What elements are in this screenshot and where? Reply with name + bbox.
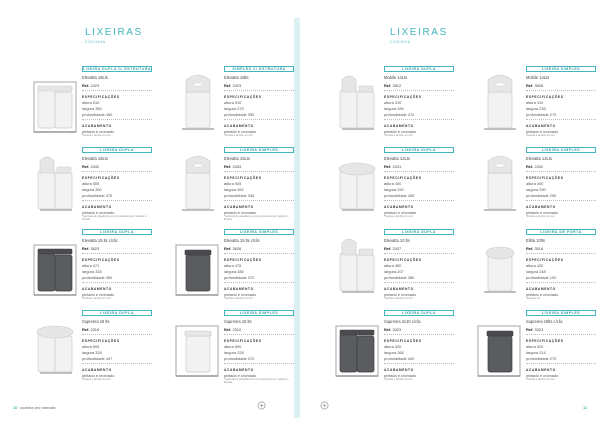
spec-line: largura 248 [526, 268, 546, 274]
spec-line: altura 400 [526, 180, 544, 186]
product-name: Elevatta 18Lts [82, 155, 108, 161]
specs-title: ESPECIFICAÇÕES [384, 175, 422, 180]
trash-bin-image [172, 149, 224, 223]
product-card: LIXEIRA DUPLA C/ ESTRUTURA Elevatta 18Lts Ref. 2423 ESPECIFICAÇÕES altura 510 largura 350 profundidade 460 ACABAMENTO pintado e cromado *lixeiras e tambor em cor [28, 66, 153, 148]
product-ref: 2432 [534, 163, 544, 169]
product-ref: 2310 [232, 326, 242, 332]
product-type-badge: LIXEIRA DUPLA [384, 66, 454, 72]
divider [384, 171, 454, 172]
specs-title: ESPECIFICAÇÕES [224, 338, 262, 343]
spec-line: profundidade 465 [384, 192, 415, 198]
spec-line: profundidade 290 [526, 192, 557, 198]
finish-line: pintado e cromado [384, 291, 417, 297]
product-type-badge: LIXEIRA DUPLA [384, 310, 454, 316]
spec-line: altura 320 [526, 343, 544, 349]
spec-line: largura 350 [82, 186, 102, 192]
specs-title: ESPECIFICAÇÕES [526, 257, 564, 262]
product-name: Elevatta 12Lts [526, 155, 552, 161]
finish-title: ACABAMENTO [82, 367, 112, 372]
product-type-badge: LIXEIRA SIMPLES [224, 229, 294, 235]
page-title: LIXEIRAS [85, 27, 143, 38]
product-card: LIXEIRA SIMPLES Mobile 14Lts Ref. 3508 ESPECIFICAÇÕES altura 310 largura 235 profundidade 270 ACABAMENTO pintado e cromado *lixeiras e tambor em cor [472, 66, 597, 148]
specs-title: ESPECIFICAÇÕES [82, 94, 120, 99]
product-ref: 2431 [392, 163, 402, 169]
finish-line: pintado e cromado [384, 372, 417, 378]
divider [82, 200, 152, 201]
trash-bin-image [332, 231, 384, 305]
finish-line: pintado e cromado [82, 209, 115, 215]
divider [224, 282, 294, 283]
specs-title: ESPECIFICAÇÕES [384, 338, 422, 343]
finish-line: pintado e cromado [82, 291, 115, 297]
finish-note: *lixeiras e tambor em cor [526, 134, 555, 138]
trash-bin-image [30, 68, 82, 142]
spec-line: profundidade 370 [224, 274, 255, 280]
divider [224, 334, 294, 335]
finish-line: pintado e cromado [224, 291, 257, 297]
divider [224, 119, 294, 120]
spec-line: altura 509 [82, 343, 100, 349]
product-card: LIXEIRA DUPLA Mobile 14Lts Ref. 3512 ESPECIFICAÇÕES altura 310 largura 284 profundidade 470 ACABAMENTO pintado e cromado *lixeiras e tambor em cor [330, 66, 455, 148]
product-type-badge: LIXEIRA DUPLA [82, 229, 152, 235]
divider [526, 282, 596, 283]
divider [384, 253, 454, 254]
product-name: Suprema 15 lts [224, 318, 252, 324]
trash-bin-image [172, 231, 224, 305]
spec-line: altura 420 [526, 262, 544, 268]
page-title: LIXEIRAS [390, 27, 448, 38]
spec-line: largura 235 [526, 105, 546, 111]
divider [526, 90, 596, 91]
spec-line: profundidade 460 [82, 111, 113, 117]
finish-note: *opcional de puxadores em cor estrutura inox / tambor e lixeiras [224, 215, 289, 222]
finish-note: *opcional de puxadores em cor estrutura inox / tambor e lixeiras [224, 378, 289, 385]
divider [82, 253, 152, 254]
spec-line: largura 275 [224, 105, 244, 111]
spec-line: altura 310 [526, 99, 544, 105]
product-card: LIXEIRA SIMPLES Elevatta 12Lts Ref. 2432 ESPECIFICAÇÕES altura 400 largura 290 profundidade 290 ACABAMENTO pintado e cromado *lixeiras e tambor em cor [472, 147, 597, 229]
spec-line: largura 266 [384, 349, 404, 355]
spec-line: altura 310 [384, 99, 402, 105]
finish-title: ACABAMENTO [82, 123, 112, 128]
spec-line: altura 510 [82, 99, 100, 105]
spec-line: altura 590 [224, 343, 242, 349]
divider [384, 282, 454, 283]
trash-bin-image [332, 149, 384, 223]
footer-text: cozinha pro rotmatic [19, 405, 56, 410]
page-subtitle: COZINHA [85, 40, 106, 44]
divider [82, 171, 152, 172]
finish-line: pintado e cromado [526, 209, 559, 215]
finish-note: *lixeira a cor [526, 297, 541, 301]
divider [384, 200, 454, 201]
trash-bin-image [474, 312, 526, 386]
spec-line: profundidade 380 [384, 274, 415, 280]
divider [526, 334, 596, 335]
product-card: LIXEIRA SIMPLES Elevatta 15Lts Ref. 2433 ESPECIFICAÇÕES altura 505 largura 262 profundidade 346 ACABAMENTO pintado e cromado *opcional de puxadores em cor estrutura inox / tambor e lixeiras [170, 147, 295, 229]
brand-logo-icon [257, 401, 266, 410]
specs-title: ESPECIFICAÇÕES [384, 94, 422, 99]
product-card: LIXEIRA SIMPLES Suprema 15 lts Ref. 2310 ESPECIFICAÇÕES altura 590 largura 228 profundidade 370 ACABAMENTO pintado e cromado *opcional de puxadores em cor estrutura inox / tambor e lixeiras [170, 310, 295, 392]
finish-title: ACABAMENTO [526, 286, 556, 291]
divider [384, 363, 454, 364]
product-name: Suprema 18 lts [82, 318, 110, 324]
product-card: LIXEIRA DE PORTA Elitta 10lts Ref. 3516 ESPECIFICAÇÕES altura 420 largura 248 profundidade 192 ACABAMENTO pintado e cromado *lixeira a cor [472, 229, 597, 311]
specs-title: ESPECIFICAÇÕES [526, 94, 564, 99]
specs-title: ESPECIFICAÇÕES [384, 257, 422, 262]
product-type-badge: LIXEIRA DUPLA [384, 229, 454, 235]
finish-title: ACABAMENTO [384, 286, 414, 291]
product-ref: 3512 [392, 82, 402, 88]
product-card: LIXEIRA DUPLA Elevatta 12Lts Ref. 2431 ESPECIFICAÇÕES altura 400 largura 290 profundidade 465 ACABAMENTO pintado e cromado *lixeiras e tambor em cor [330, 147, 455, 229]
spec-line: altura 320 [384, 343, 402, 349]
finish-line: pintado e cromado [384, 209, 417, 215]
finish-note: *lixeiras e tambor em cor [224, 134, 253, 138]
product-ref: 2437 [392, 245, 402, 251]
trash-bin-image [474, 149, 526, 223]
spec-line: largura 328 [82, 349, 102, 355]
spec-line: largura 350 [82, 105, 102, 111]
page-subtitle: COZINHA [390, 40, 411, 44]
divider [526, 119, 596, 120]
product-name: Elitta 10lts [526, 237, 545, 243]
product-type-badge: LIXEIRA SIMPLES [526, 310, 596, 316]
product-ref: 3323 [392, 326, 402, 332]
product-card: LIXEIRA SIMPLES Elevatta 15 lts c/clic Ref. 3626 ESPECIFICAÇÕES altura 475 largura 285 profundidade 370 ACABAMENTO pintado e cromado *lixeiras e tambor em cor [170, 229, 295, 311]
finish-note: *lixeiras e tambor em cor [384, 297, 413, 301]
product-type-badge: LIXEIRA SIMPLES [526, 147, 596, 153]
specs-title: ESPECIFICAÇÕES [224, 175, 262, 180]
finish-note: *opcional de puxadores em cor estrutura inox / tambor e lixeiras [82, 215, 147, 222]
finish-title: ACABAMENTO [384, 204, 414, 209]
finish-line: pintado e cromado [224, 209, 257, 215]
trash-bin-image [474, 231, 526, 305]
product-name: Elevatta 10 lts [384, 237, 410, 243]
spec-line: profundidade 346 [224, 192, 255, 198]
product-ref: 3508 [534, 82, 544, 88]
divider [526, 253, 596, 254]
finish-line: pintado e cromado [526, 372, 559, 378]
finish-note: *lixeiras e tambor em cor [526, 378, 555, 382]
product-card: LIXEIRA DUPLA Elevatta 18Lts Ref. 2432 ESPECIFICAÇÕES altura 505 largura 350 profundidade 475 ACABAMENTO pintado e cromado *opcional de puxadores em cor estrutura inox / tambor e lixeiras [28, 147, 153, 229]
product-name: Elevatta 18Lts [82, 74, 108, 80]
spec-line: altura 505 [82, 180, 100, 186]
finish-title: ACABAMENTO [224, 367, 254, 372]
divider [224, 90, 294, 91]
product-ref: 3626 [232, 245, 242, 251]
brand-logo-icon [320, 401, 329, 410]
product-name: Mobile 14Lts [526, 74, 550, 80]
specs-title: ESPECIFICAÇÕES [224, 94, 262, 99]
product-type-badge: SIMPLES C/ ESTRUTURA [224, 66, 294, 72]
finish-note: *lixeiras e tambor em cor [384, 378, 413, 382]
trash-bin-image [332, 68, 384, 142]
product-ref: 2433 [232, 163, 242, 169]
product-ref: 2423 [232, 82, 242, 88]
spec-line: profundidade 359 [224, 111, 255, 117]
specs-title: ESPECIFICAÇÕES [82, 257, 120, 262]
finish-note: *lixeiras e tambor em cor [82, 297, 111, 301]
product-name: Elevatta 15Lts [224, 155, 250, 161]
spec-line: largura 290 [526, 186, 546, 192]
spec-line: altura 510 [224, 99, 242, 105]
finish-line: pintado e cromado [82, 372, 115, 378]
product-card: SIMPLES C/ ESTRUTURA Elevatta 15lts Ref. 2423 ESPECIFICAÇÕES altura 510 largura 275 profundidade 359 ACABAMENTO pintado e cromado *lixeiras e tambor em cor [170, 66, 295, 148]
divider [526, 363, 596, 364]
trash-bin-image [474, 68, 526, 142]
spec-line: profundidade 447 [82, 355, 113, 361]
specs-title: ESPECIFICAÇÕES [82, 338, 120, 343]
product-name: Elevatta 15lts [224, 74, 249, 80]
divider [526, 171, 596, 172]
divider [224, 363, 294, 364]
divider [82, 282, 152, 283]
finish-title: ACABAMENTO [224, 204, 254, 209]
specs-title: ESPECIFICAÇÕES [526, 175, 564, 180]
finish-note: *lixeiras e tambor em cor [82, 134, 111, 138]
spec-line: largura 228 [224, 349, 244, 355]
page-footer [583, 405, 587, 410]
product-type-badge: LIXEIRA SIMPLES [224, 310, 294, 316]
spec-line: altura 471 [82, 262, 100, 268]
spec-line: profundidade 400 [384, 355, 415, 361]
trash-bin-image [30, 312, 82, 386]
spec-line: altura 450 [384, 262, 402, 268]
trash-bin-image [332, 312, 384, 386]
finish-title: ACABAMENTO [224, 123, 254, 128]
divider [384, 119, 454, 120]
product-name: Suprema 18lts c/clic [526, 318, 563, 324]
divider [224, 253, 294, 254]
product-type-badge: LIXEIRA DUPLA [82, 310, 152, 316]
product-name: Elevatta 15 lts c/clic [82, 237, 118, 243]
finish-line: pintado e cromado [82, 128, 115, 134]
finish-line: pintado e cromado [384, 128, 417, 134]
finish-note: *lixeiras e tambor em cor [526, 215, 555, 219]
spec-line: altura 505 [224, 180, 242, 186]
product-card: LIXEIRA DUPLA Elevatta 15 lts c/clic Ref. 3623 ESPECIFICAÇÕES altura 471 largura 333 profundidade 450 ACABAMENTO pintado e cromado *lixeiras e tambor em cor [28, 229, 153, 311]
product-card: LIXEIRA SIMPLES Suprema 18lts c/clic Ref. 3323 ESPECIFICAÇÕES altura 320 largura 214 profundidade 270 ACABAMENTO pintado e cromado *lixeiras e tambor em cor [472, 310, 597, 392]
spec-line: profundidade 370 [224, 355, 255, 361]
finish-title: ACABAMENTO [82, 286, 112, 291]
product-type-badge: LIXEIRA DUPLA C/ ESTRUTURA [83, 67, 152, 71]
finish-title: ACABAMENTO [526, 204, 556, 209]
finish-line: pintado e cromado [526, 291, 559, 297]
right-page [300, 0, 600, 425]
spec-line: largura 285 [224, 268, 244, 274]
spec-line: profundidade 450 [82, 274, 113, 280]
trash-bin-image [172, 312, 224, 386]
product-type-badge: LIXEIRA DE PORTA [526, 229, 596, 235]
page-number: 11 [583, 405, 588, 410]
product-type-badge: LIXEIRA DUPLA [82, 147, 152, 153]
divider [82, 119, 152, 120]
product-type-badge: LIXEIRA SIMPLES [526, 66, 596, 72]
product-name: Suprema 2x10 c/clic [384, 318, 421, 324]
divider [384, 90, 454, 91]
spec-line: altura 400 [384, 180, 402, 186]
product-type-badge: LIXEIRA SIMPLES [224, 147, 294, 153]
specs-title: ESPECIFICAÇÕES [82, 175, 120, 180]
product-ref: 2316 [90, 326, 100, 332]
finish-note: *lixeiras e tambor em cor [384, 134, 413, 138]
specs-title: ESPECIFICAÇÕES [526, 338, 564, 343]
spec-line: profundidade 470 [384, 111, 415, 117]
spec-line: largura 262 [224, 186, 244, 192]
finish-title: ACABAMENTO [384, 367, 414, 372]
product-ref: 3516 [534, 245, 544, 251]
product-type-badge: LIXEIRA DUPLA [384, 147, 454, 153]
trash-bin-image [30, 149, 82, 223]
product-ref: 3623 [90, 245, 100, 251]
product-ref: 2432 [90, 163, 100, 169]
finish-line: pintado e cromado [224, 372, 257, 378]
finish-line: pintado e cromado [224, 128, 257, 134]
product-ref: 3323 [534, 326, 544, 332]
spec-line: profundidade 475 [82, 192, 113, 198]
spec-line: largura 290 [384, 186, 404, 192]
spec-line: largura 333 [82, 268, 102, 274]
divider [224, 171, 294, 172]
page-number: 10 [13, 405, 18, 410]
spec-line: largura 284 [384, 105, 404, 111]
trash-bin-image [172, 68, 224, 142]
spec-line: profundidade 192 [526, 274, 557, 280]
trash-bin-image [30, 231, 82, 305]
spec-line: altura 475 [224, 262, 242, 268]
divider [82, 334, 152, 335]
finish-note: *lixeiras e tambor em cor [384, 215, 413, 219]
product-card: LIXEIRA DUPLA Elevatta 10 lts Ref. 2437 ESPECIFICAÇÕES altura 450 largura 207 profundidade 380 ACABAMENTO pintado e cromado *lixeiras e tambor em cor [330, 229, 455, 311]
finish-note: *lixeiras e tambor em cor [224, 297, 253, 301]
finish-title: ACABAMENTO [526, 123, 556, 128]
product-name: Mobile 14Lts [384, 74, 408, 80]
finish-note: *lixeiras e tambor em cor [82, 378, 111, 382]
product-name: Elevatta 12Lts [384, 155, 410, 161]
spec-line: profundidade 270 [526, 111, 557, 117]
finish-line: pintado e cromado [526, 128, 559, 134]
specs-title: ESPECIFICAÇÕES [224, 257, 262, 262]
divider [526, 200, 596, 201]
product-ref: 2423 [90, 82, 100, 88]
divider [224, 200, 294, 201]
spec-line: largura 207 [384, 268, 404, 274]
divider [82, 90, 152, 91]
spec-line: largura 214 [526, 349, 546, 355]
page-footer [13, 405, 56, 410]
divider [384, 334, 454, 335]
product-name: Elevatta 15 lts c/clic [224, 237, 260, 243]
finish-title: ACABAMENTO [82, 204, 112, 209]
product-card: LIXEIRA DUPLA Suprema 18 lts Ref. 2316 ESPECIFICAÇÕES altura 509 largura 328 profundidade 447 ACABAMENTO pintado e cromado *lixeiras e tambor em cor [28, 310, 153, 392]
finish-title: ACABAMENTO [526, 367, 556, 372]
product-card: LIXEIRA DUPLA Suprema 2x10 c/clic Ref. 3323 ESPECIFICAÇÕES altura 320 largura 266 profundidade 400 ACABAMENTO pintado e cromado *lixeiras e tambor em cor [330, 310, 455, 392]
divider [82, 363, 152, 364]
finish-title: ACABAMENTO [224, 286, 254, 291]
finish-title: ACABAMENTO [384, 123, 414, 128]
spec-line: profundidade 270 [526, 355, 557, 361]
